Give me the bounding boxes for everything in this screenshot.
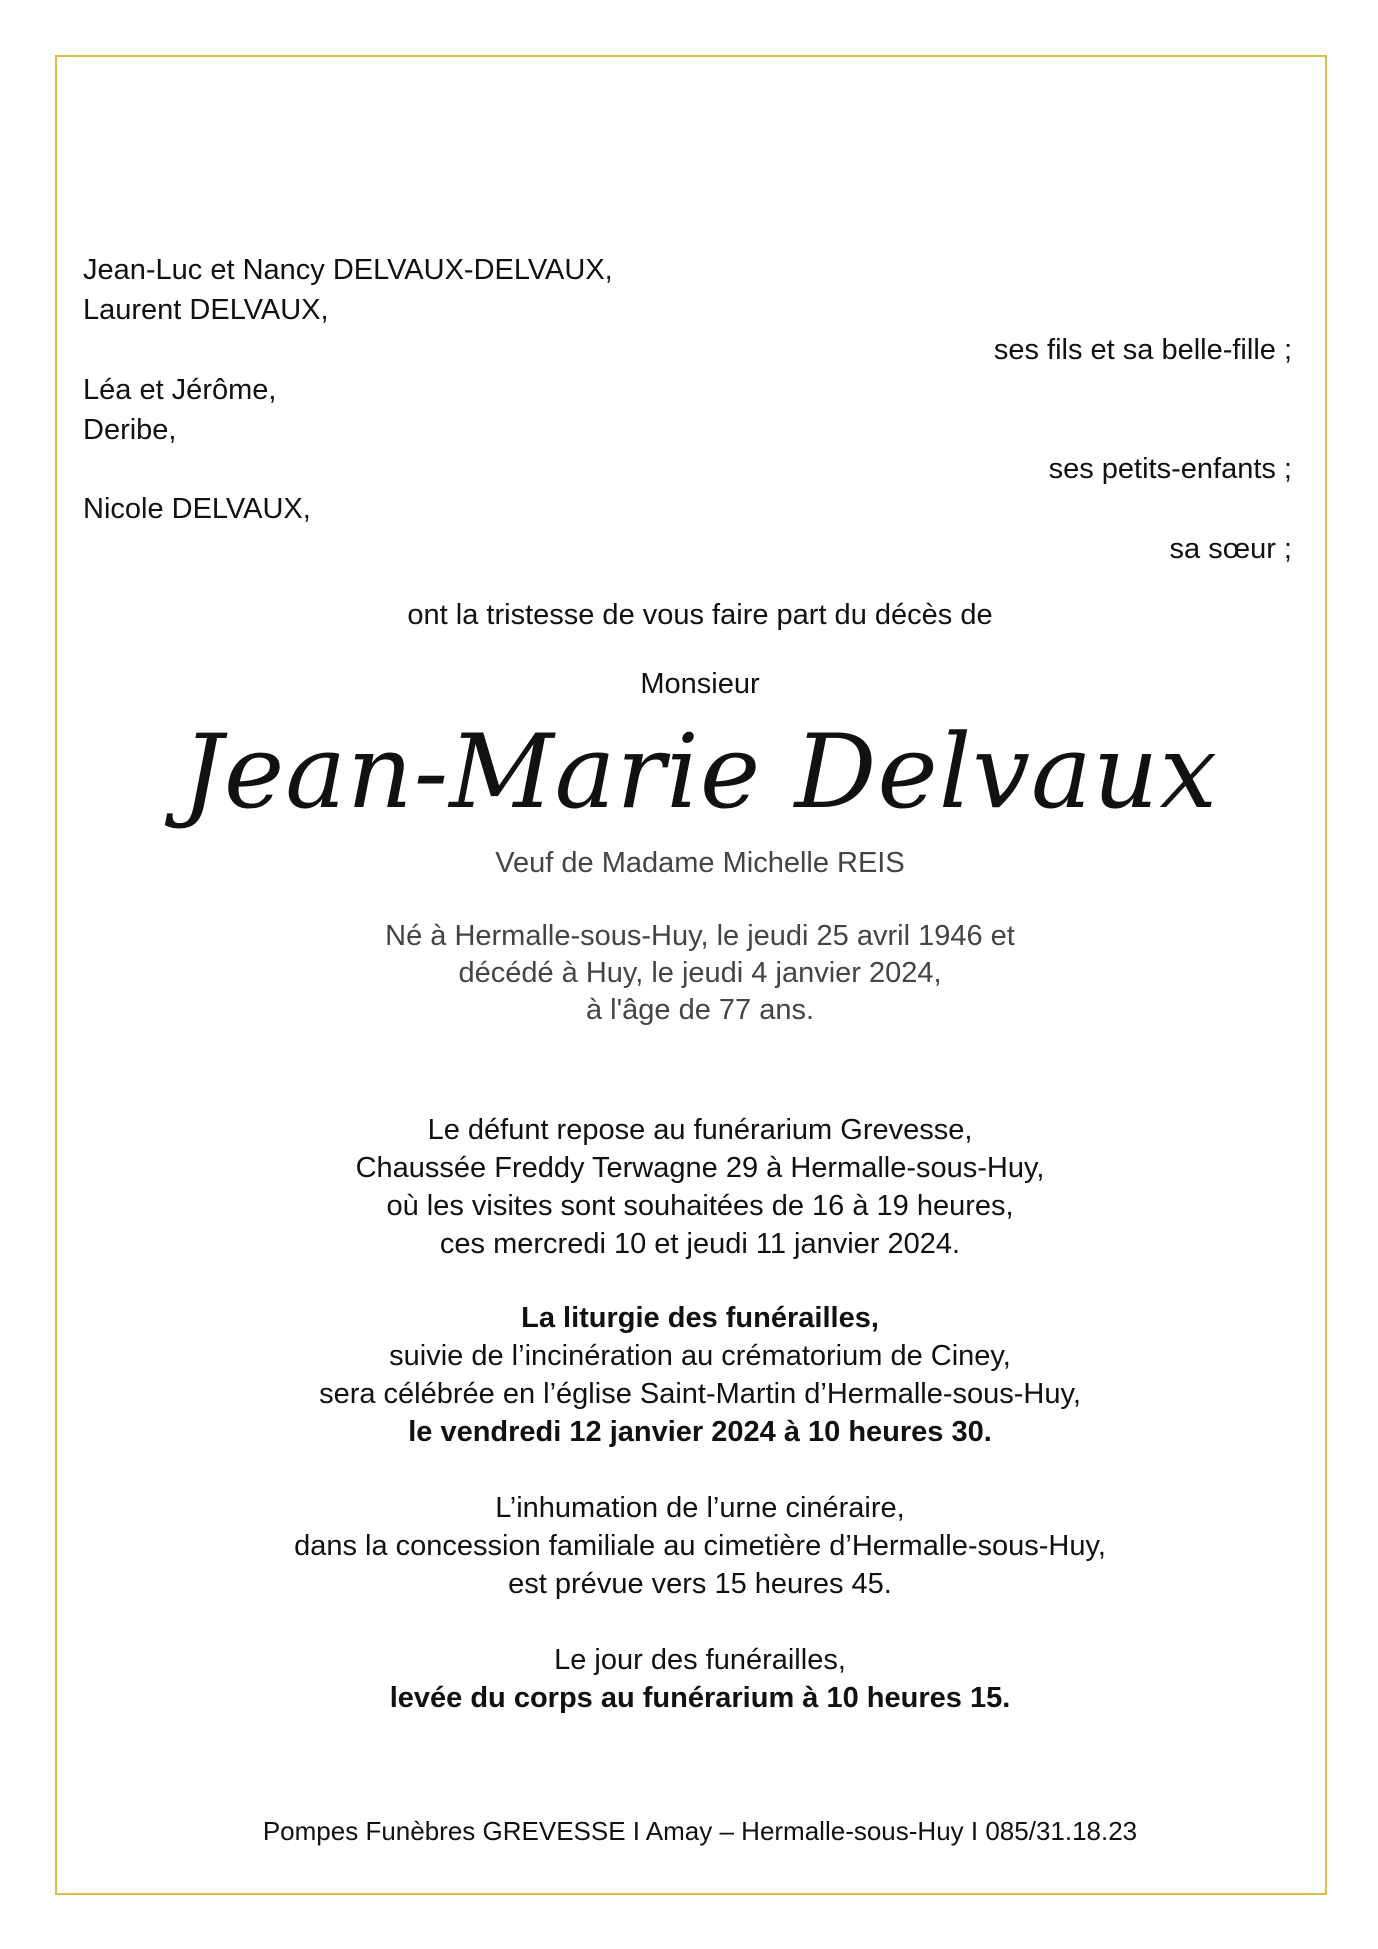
- liturgy-line-1: suivie de l’incinération au crématorium de Ciney,: [389, 1340, 1011, 1372]
- family-grandchildren-line-1: Léa et Jérôme,: [83, 374, 277, 406]
- family-sons-line-1: Jean-Luc et Nancy DELVAUX-DELVAUX,: [83, 254, 613, 286]
- family-sons-line-2: Laurent DELVAUX,: [83, 294, 329, 326]
- inhumation-line-3: est prévue vers 15 heures 45.: [508, 1568, 892, 1600]
- family-grandchildren-relation: ses petits-enfants ;: [1048, 453, 1292, 485]
- visitation-line-4: ces mercredi 10 et jeudi 11 janvier 2024.: [439, 1228, 961, 1260]
- announcement: ont la tristesse de vous faire part du décès de: [407, 599, 993, 631]
- liturgy-heading: La liturgie des funérailles,: [521, 1302, 879, 1334]
- departure-bold-line: levée du corps au funérarium à 10 heures 15.: [389, 1682, 1011, 1714]
- visitation-line-3: où les visites sont souhaitées de 16 à 19 heures,: [386, 1190, 1014, 1222]
- liturgy-datetime: le vendredi 12 janvier 2024 à 10 heures 30.: [408, 1416, 992, 1448]
- honorific: Monsieur: [640, 668, 760, 700]
- visitation-line-2: Chaussée Freddy Terwagne 29 à Hermalle-sous-Huy,: [355, 1152, 1045, 1184]
- deceased-name: Jean-Marie Delvaux: [181, 713, 1219, 832]
- spouse-line: Veuf de Madame Michelle REIS: [495, 847, 905, 879]
- life-line-1: Né à Hermalle-sous-Huy, le jeudi 25 avril 1946 et: [385, 920, 1015, 952]
- family-sons-relation: ses fils et sa belle-fille ;: [993, 334, 1292, 366]
- inhumation-line-1: L’inhumation de l’urne cinéraire,: [495, 1492, 905, 1524]
- life-line-2: décédé à Huy, le jeudi 4 janvier 2024,: [458, 957, 942, 989]
- liturgy-line-2: sera célébrée en l’église Saint-Martin d’Hermalle-sous-Huy,: [319, 1378, 1081, 1410]
- inhumation-line-2: dans la concession familiale au cimetière d’Hermalle-sous-Huy,: [294, 1530, 1106, 1562]
- funeral-home-footer: Pompes Funèbres GREVESSE I Amay – Hermalle-sous-Huy I 085/31.18.23: [262, 1816, 1138, 1846]
- visitation-line-1: Le défunt repose au funérarium Grevesse,: [427, 1114, 973, 1146]
- family-sister-line: Nicole DELVAUX,: [83, 493, 311, 525]
- family-grandchildren-line-2: Deribe,: [83, 414, 177, 446]
- departure-line: Le jour des funérailles,: [554, 1644, 846, 1676]
- life-line-3: à l'âge de 77 ans.: [585, 994, 815, 1026]
- family-sister-relation: sa sœur ;: [1169, 533, 1292, 565]
